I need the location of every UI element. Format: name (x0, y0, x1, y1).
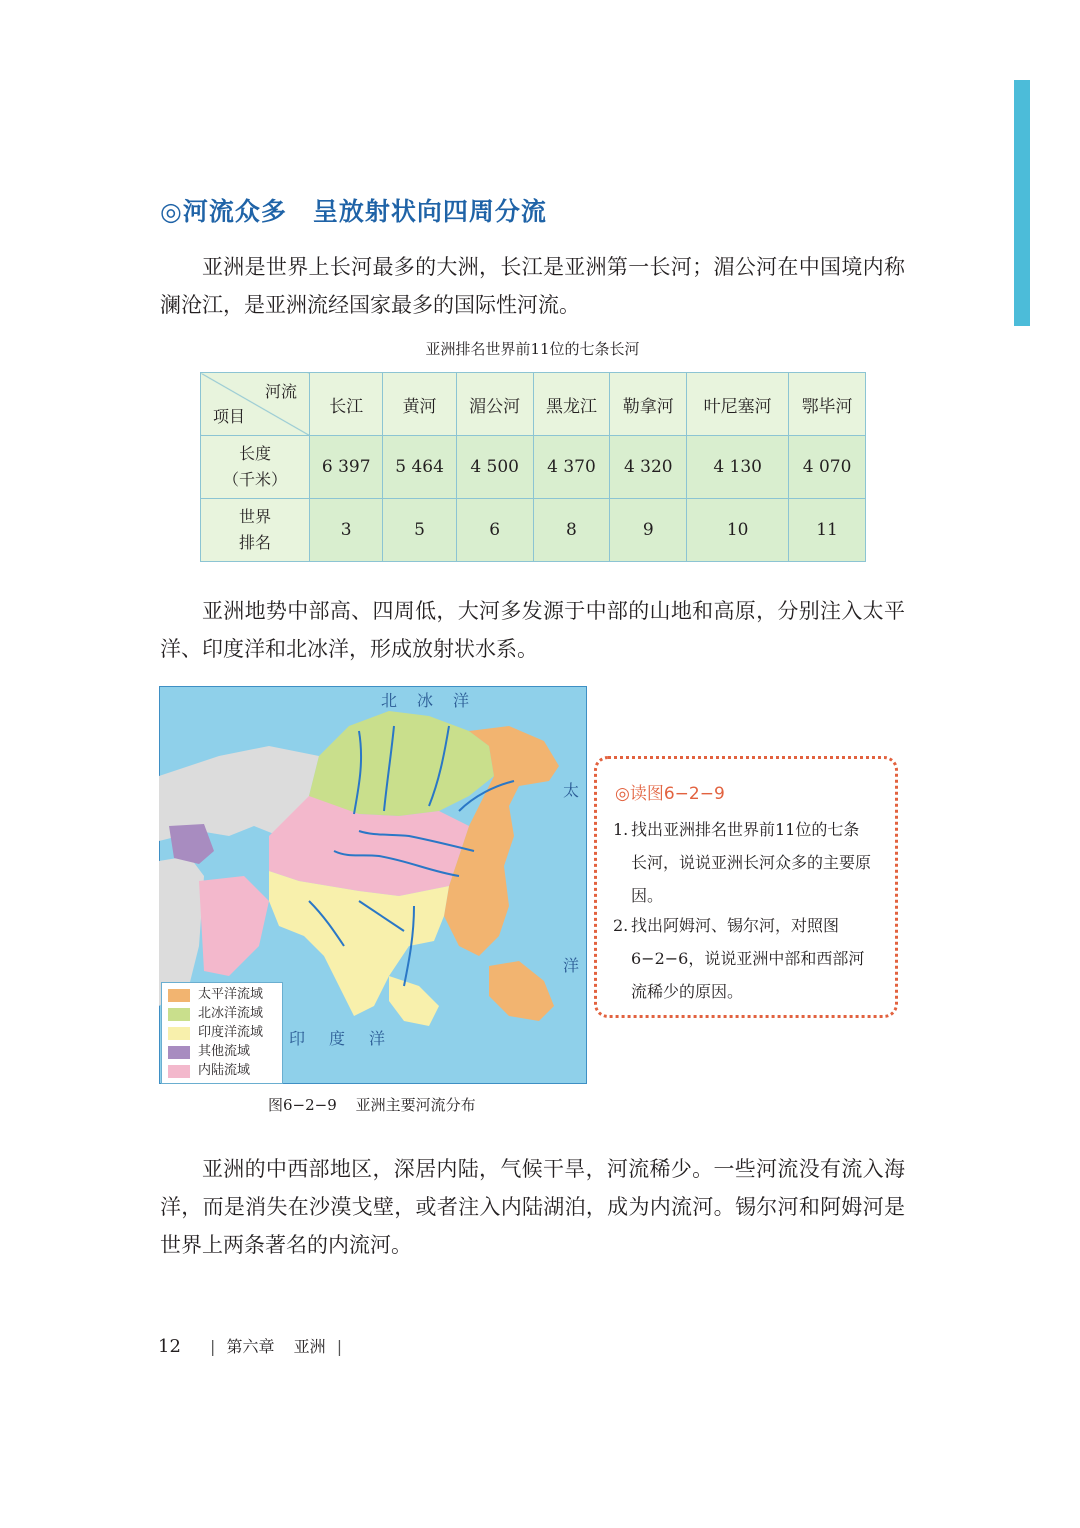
map-caption-number: 图6−2−9 (268, 1096, 337, 1114)
river-name-cell: 鄂毕河 (789, 373, 866, 436)
map-label-pacific-2: 洋 (563, 956, 580, 975)
length-value-cell: 5 464 (383, 436, 456, 499)
length-label-line1: 长度 (238, 444, 271, 463)
map-label-pacific-1: 太 (563, 781, 580, 800)
legend-label: 印度洋流域 (198, 1025, 264, 1040)
map-legend (161, 982, 283, 1084)
rank-value-cell: 5 (383, 499, 456, 562)
map-label-indian-3: 洋 (369, 1029, 386, 1048)
legend-swatch (168, 1027, 190, 1040)
rank-value-cell: 10 (687, 499, 789, 562)
river-name-cell: 黑龙江 (533, 373, 610, 436)
legend-swatch (168, 1046, 190, 1059)
reading-activity-box (594, 756, 898, 1018)
rank-value-cell: 8 (533, 499, 610, 562)
chapter-side-bar (1014, 80, 1030, 326)
legend-swatch (168, 989, 190, 1002)
map-caption (268, 1094, 490, 1115)
long-rivers-table (200, 372, 866, 562)
table-row-rank (201, 499, 866, 562)
reading-box-title: ◎读图6−2−9 (615, 784, 725, 804)
reading-question (613, 813, 875, 912)
rank-value-cell: 6 (456, 499, 533, 562)
page-number: 12 (158, 1336, 181, 1357)
question-text: 找出阿姆河、锡尔河，对照图6−2−6，说说亚洲中部和西部河流稀少的原因。 (631, 916, 865, 1001)
rank-label-cell (201, 499, 310, 562)
question-text: 找出亚洲排名世界前11位的七条长河，说说亚洲长河众多的主要原因。 (631, 820, 872, 905)
length-value-cell: 4 370 (533, 436, 610, 499)
table-title: 亚洲排名世界前11位的七条长河 (425, 340, 640, 358)
rank-label-line1: 世界 (238, 507, 271, 526)
map-label-arctic-3: 洋 (453, 691, 470, 710)
paragraph-inland-rivers: 亚洲的中西部地区，深居内陆，气候干旱，河流稀少。一些河流没有流入海洋，而是消失在沙漠戈壁，或者注入内陆湖泊，成为内流河。锡尔河和阿姆河是世界上两条著名的内流河。 (160, 1157, 905, 1257)
length-value-cell: 6 397 (310, 436, 383, 499)
table-row-length (201, 436, 866, 499)
table-header-row (201, 373, 866, 436)
legend-item (168, 1043, 250, 1061)
legend-label: 北冰洋流域 (198, 1006, 264, 1021)
map-label-arctic-2: 冰 (417, 691, 434, 710)
question-number: 1. (613, 820, 629, 839)
map-label-indian-1: 印 (289, 1029, 306, 1048)
footer-divider: | (210, 1337, 216, 1356)
legend-swatch (168, 1065, 190, 1078)
reading-question (613, 909, 875, 1008)
rank-value-cell: 9 (610, 499, 687, 562)
question-number: 2. (613, 916, 629, 935)
legend-label: 其他流域 (198, 1044, 251, 1059)
river-name-cell: 勒拿河 (610, 373, 687, 436)
length-value-cell: 4 320 (610, 436, 687, 499)
table-corner-cell (201, 373, 310, 436)
length-value-cell: 4 500 (456, 436, 533, 499)
footer-chapter: 第六章 (226, 1337, 275, 1356)
river-name-cell: 黄河 (383, 373, 456, 436)
river-name-cell: 长江 (310, 373, 383, 436)
footer-divider: | (336, 1337, 343, 1356)
rank-value-cell: 11 (789, 499, 866, 562)
page-footer (158, 1334, 348, 1357)
legend-item (168, 1005, 263, 1023)
length-value-cell: 4 070 (789, 436, 866, 499)
legend-label: 内陆流域 (198, 1063, 251, 1078)
map-caption-title: 亚洲主要河流分布 (355, 1096, 476, 1114)
length-label-cell (201, 436, 310, 499)
legend-item (168, 1062, 250, 1080)
paragraph-radial-drainage: 亚洲地势中部高、四周低，大河多发源于中部的山地和高原，分别注入太平洋、印度洋和北冰洋，形成放射状水系。 (160, 599, 905, 661)
rank-value-cell: 3 (310, 499, 383, 562)
length-label-line2: （千米） (222, 470, 287, 489)
river-name-cell: 叶尼塞河 (687, 373, 789, 436)
legend-item (168, 1024, 263, 1042)
paragraph-rivers-intro: 亚洲是世界上长河最多的大洲，长江是亚洲第一长河；湄公河在中国境内称澜沧江，是亚洲流经国家最多的国际性河流。 (160, 255, 905, 317)
legend-label: 太平洋流域 (198, 987, 264, 1002)
rank-label-line2: 排名 (238, 533, 271, 552)
map-label-arctic-1: 北 (381, 691, 398, 710)
corner-label-river: 河流 (264, 382, 297, 401)
corner-label-item: 项目 (213, 407, 246, 426)
legend-swatch (168, 1008, 190, 1021)
map-label-indian-2: 度 (329, 1029, 346, 1048)
length-value-cell: 4 130 (687, 436, 789, 499)
river-name-cell: 湄公河 (456, 373, 533, 436)
footer-section: 亚洲 (293, 1337, 326, 1356)
legend-item (168, 986, 263, 1004)
section-heading: ◎河流众多 呈放射状向四周分流 (160, 197, 547, 226)
